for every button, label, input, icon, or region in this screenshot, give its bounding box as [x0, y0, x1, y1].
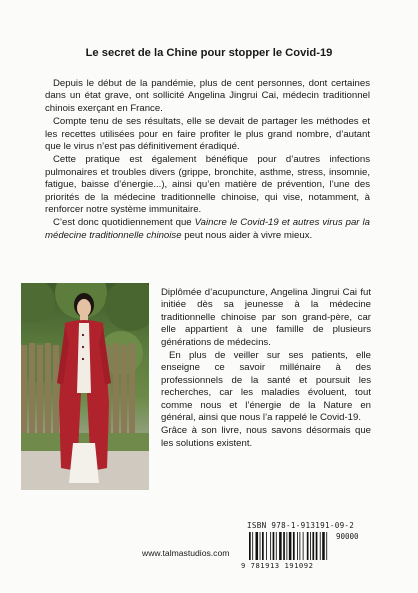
- barcode-bar: [312, 532, 314, 560]
- barcode-bar: [286, 532, 287, 560]
- barcode-bar: [299, 532, 300, 560]
- barcode-bar: [252, 532, 253, 560]
- barcode-bar: [316, 532, 318, 560]
- barcode-digits: 9 781913 191092: [241, 561, 314, 570]
- back-cover-title: Le secret de la Chine pour stopper le Covid-19: [85, 47, 333, 59]
- barcode-bar: [260, 532, 261, 560]
- barcode-bar: [266, 532, 267, 560]
- barcode-bar: [256, 532, 259, 560]
- barcode-bar: [279, 532, 282, 560]
- barcode-bar: [320, 532, 321, 560]
- bio-paragraph-3: Grâce à son livre, nous savons désormais que les solutions existent.: [161, 425, 371, 449]
- intro-text: [45, 78, 370, 242]
- barcode-bar: [273, 532, 275, 560]
- barcode-bar: [262, 532, 264, 560]
- bio-paragraph-1: Diplômée d’acupuncture, Angelina Jingrui Cai fut initiée dès sa jeunesse à la médecine traditionnelle chinoise par son grand-père, car elle appartient à une famille de plusieurs générations de médecins.: [161, 287, 371, 348]
- intro-paragraph-2: Compte tenu de ses résultats, elle se devait de partager les méthodes et les recettes utilisées pour en faire profiter le plus grand nombre, d’autant que le virus n’est pas définitivement éradiqué.: [45, 116, 370, 153]
- barcode-bar: [276, 532, 277, 560]
- author-photo: [21, 283, 149, 490]
- intro-paragraph-3: Cette pratique est également bénéfique pour d’autres infections pulmonaires et troubles divers (grippe, bronchite, asthme, stress, insomnie, fatigue, baisse d’énergie...), ainsi qu’en matière de prévention, l’une des priorités de la médecine traditionnelle chinoise, qui vise, notamment, à renforcer notre système immunitaire.: [45, 154, 370, 216]
- barcode-bar: [293, 532, 295, 560]
- book-title-italic: Vaincre le Covid-19 et autres virus par la médecine traditionnelle chinoise: [45, 217, 370, 241]
- barcode-bar: [297, 532, 298, 560]
- barcode-bar: [303, 532, 304, 560]
- intro-paragraph-1: Depuis le début de la pandémie, plus de cent personnes, dont certaines dans un état grave, ont sollicité Angelina Jingrui Cai, médecin traditionnel chinois exerçant en France.: [45, 78, 370, 114]
- barcode-bar: [310, 532, 311, 560]
- publisher-website: www.talmastudios.com: [142, 548, 230, 558]
- isbn-label: ISBN 978-1-913191-09-2: [247, 521, 355, 530]
- price-code: 90000: [336, 532, 359, 541]
- intro-paragraph-4: [45, 217, 370, 242]
- barcode-bar: [322, 532, 325, 560]
- barcode-bar: [270, 532, 271, 560]
- barcode-bar: [283, 532, 285, 560]
- intro-paragraph-4-end: peut nous aider à vivre mieux.: [181, 229, 313, 241]
- barcode-bar: [326, 532, 327, 560]
- intro-paragraph-4-start: C’est donc quotidiennement que: [53, 217, 195, 229]
- barcode-bar: [307, 532, 309, 560]
- bio-paragraph-2: En plus de veiller sur ses patients, elle enseigne ce savoir millénaire à des professionnels de la santé et poursuit les recherches, car les maladies évoluent, tout comme nous et l’énergie de la Nature en général, ainsi que nous l’a rappelé le Covid-19.: [161, 350, 371, 424]
- author-photo-illustration: [21, 283, 149, 490]
- barcode-bar: [249, 532, 251, 560]
- author-bio: [161, 287, 371, 450]
- barcode-bar: [289, 532, 292, 560]
